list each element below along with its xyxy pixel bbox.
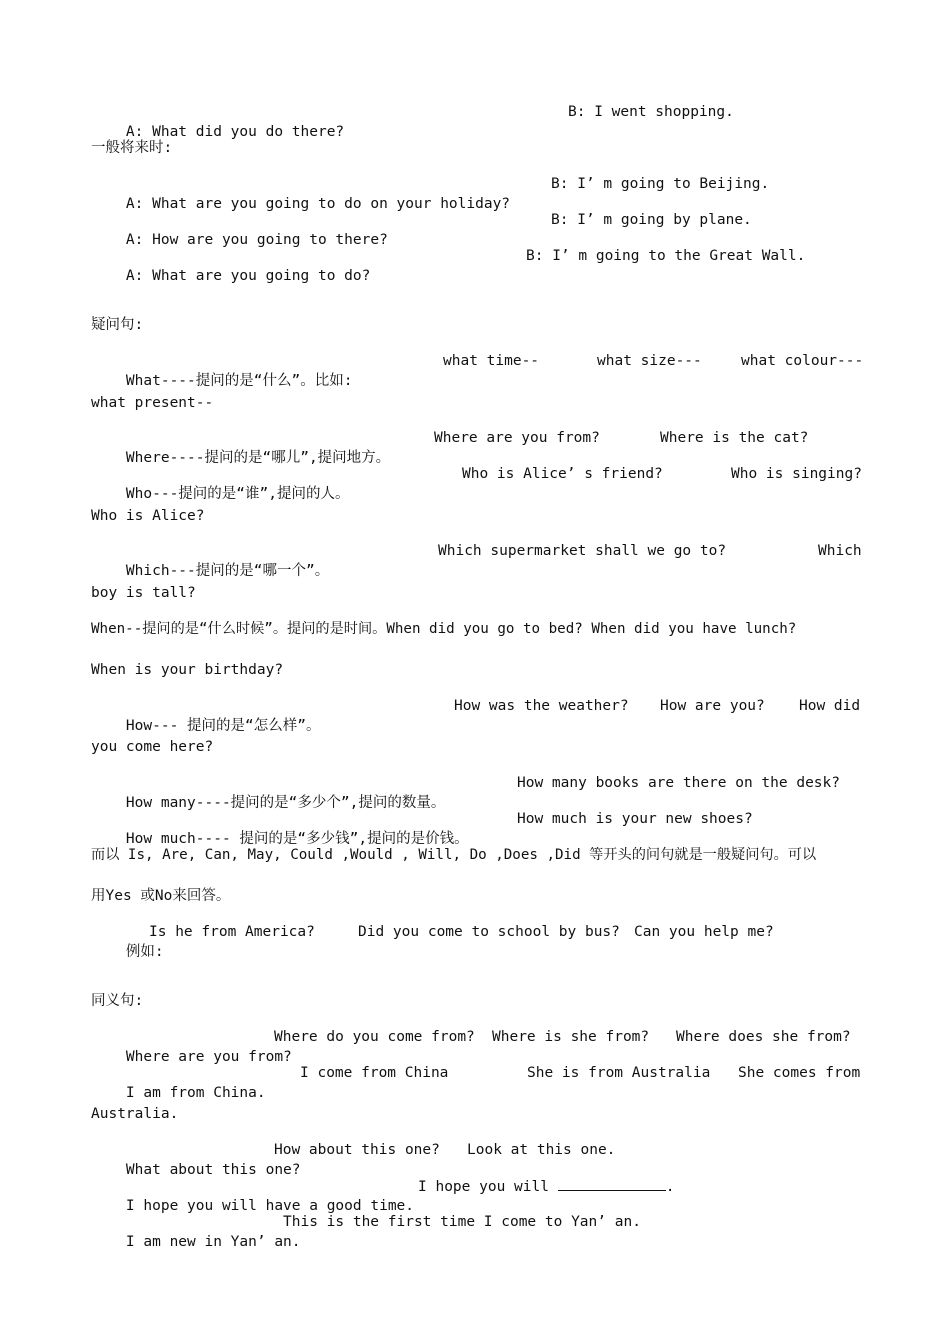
what-label: What----提问的是“什么”。比如:: [125, 373, 353, 389]
who-example-2: Who is singing?: [731, 466, 862, 482]
synonym-4b-end: .: [665, 1179, 675, 1195]
section-heading-questions: 疑问句:: [91, 317, 144, 333]
dialog-line-3: [91, 210, 859, 248]
synonym-3c: Look at this one.: [467, 1142, 616, 1158]
which-continuation: boy is tall?: [91, 585, 196, 601]
how-much-example: How much is your new shoes?: [517, 811, 753, 827]
example-label: 例如:: [125, 944, 164, 960]
where-label: Where----提问的是“哪儿”,提问地方。: [125, 450, 391, 466]
general-question-line: 而以 Is, Are, Can, May, Could ,Would , Will, Do ,Does ,Did 等开头的问句就是一般疑问句。可以: [91, 847, 817, 863]
synonym-1d: Where does she from?: [676, 1029, 851, 1045]
what-example-3: what colour---: [741, 353, 864, 369]
synonym-row-2: [91, 1063, 861, 1101]
how-example-1: How was the weather?: [454, 698, 629, 714]
question-a4: A: What are you going to do?: [125, 268, 371, 284]
synonym-row-1: [91, 1027, 859, 1065]
question-a3: A: How are you going to there?: [125, 232, 388, 248]
synonym-3b: How about this one?: [274, 1142, 440, 1158]
answer-b1: B: I went shopping.: [568, 104, 734, 120]
where-example-1: Where are you from?: [434, 430, 600, 446]
synonym-row-3: [91, 1140, 859, 1178]
how-label: How--- 提问的是“怎么样”。: [125, 718, 321, 734]
synonym-row-4: [91, 1176, 859, 1214]
what-continuation: what present--: [91, 395, 214, 411]
how-many-label: How many----提问的是“多少个”,提问的数量。: [125, 795, 446, 811]
what-example-2: what size---: [597, 353, 702, 369]
what-line: [91, 351, 864, 389]
what-example-1: what time--: [443, 353, 540, 369]
synonym-2d: She comes from: [738, 1065, 861, 1081]
synonym-4a: I hope you will have a good time.: [125, 1198, 415, 1214]
answer-b4: B: I’ m going to the Great Wall.: [526, 248, 806, 264]
how-example-2: How are you?: [660, 698, 765, 714]
synonym-5b: This is the first time I come to Yan’ an.: [283, 1214, 641, 1230]
question-a2: A: What are you going to do on your holiday?: [125, 196, 511, 212]
when-line: When--提问的是“什么时候”。提问的是时间。When did you go to bed? When did you have lunch?: [91, 621, 797, 637]
synonym-row-5: [91, 1212, 859, 1250]
synonym-3a: What about this one?: [125, 1162, 301, 1178]
example-3: Can you help me?: [634, 924, 774, 940]
how-much-label: How much---- 提问的是“多少钱”,提问的是价钱。: [125, 831, 469, 847]
which-example-2: Which: [818, 543, 862, 559]
question-a1: A: What did you do there?: [125, 124, 345, 140]
example-2: Did you come to school by bus?: [358, 924, 620, 940]
synonym-1c: Where is she from?: [492, 1029, 650, 1045]
dialog-line-4: [91, 246, 859, 284]
how-many-example: How many books are there on the desk?: [517, 775, 841, 791]
answer-b2: B: I’ m going to Beijing.: [551, 176, 770, 192]
synonym-2a: I am from China.: [125, 1085, 266, 1101]
section-heading-future: 一般将来时:: [91, 140, 173, 156]
synonym-2c: She is from Australia: [527, 1065, 711, 1081]
who-label: Who---提问的是“谁”,提问的人。: [125, 486, 350, 502]
synonym-5a: I am new in Yan’ an.: [125, 1234, 301, 1250]
where-line: [91, 428, 859, 466]
how-continuation: you come here?: [91, 739, 214, 755]
example-1: Is he from America?: [149, 924, 315, 940]
how-line: [91, 696, 861, 734]
where-example-2: Where is the cat?: [660, 430, 809, 446]
synonym-row-2-continuation: Australia.: [91, 1106, 179, 1122]
synonym-2b: I come from China: [300, 1065, 449, 1081]
synonym-4b-text: I hope you will: [418, 1179, 549, 1195]
synonym-4b: [418, 1176, 674, 1197]
general-question-continuation: 用Yes 或No来回答。: [91, 888, 231, 904]
answer-b3: B: I’ m going by plane.: [551, 212, 752, 228]
who-continuation: Who is Alice?: [91, 508, 205, 524]
dialog-line-2: [91, 174, 859, 212]
example-line: [91, 922, 859, 960]
who-line: [91, 464, 862, 502]
who-example-1: Who is Alice’ s friend?: [462, 466, 663, 482]
how-many-line: [91, 773, 859, 811]
section-heading-synonyms: 同义句:: [91, 993, 144, 1009]
when-continuation: When is your birthday?: [91, 662, 284, 678]
fill-in-blank: [558, 1176, 666, 1191]
synonym-1b: Where do you come from?: [274, 1029, 475, 1045]
how-example-3: How did: [799, 698, 861, 714]
which-example-1: Which supermarket shall we go to?: [438, 543, 727, 559]
which-line: [91, 541, 862, 579]
dialog-line-1: [91, 102, 859, 140]
how-much-line: [91, 809, 859, 847]
which-label: Which---提问的是“哪一个”。: [125, 563, 330, 579]
synonym-1a: Where are you from?: [125, 1049, 292, 1065]
